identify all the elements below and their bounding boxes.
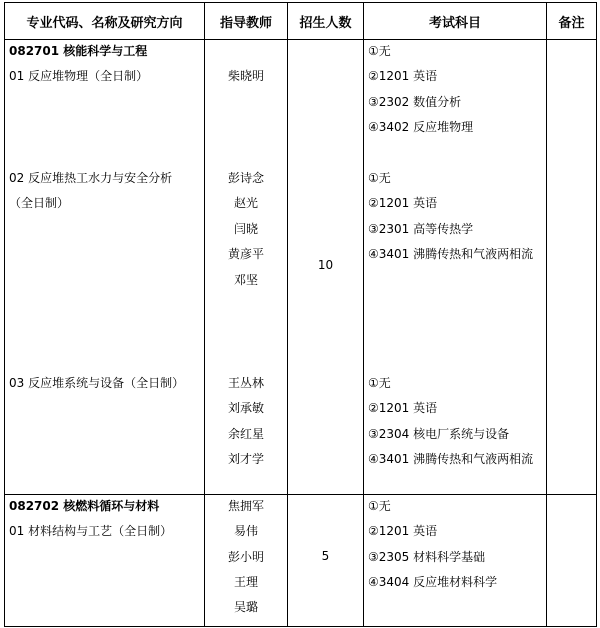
major-cell xyxy=(5,40,205,495)
exam-subject: ①无 xyxy=(368,376,391,390)
direction-name: 03 反应堆系统与设备（全日制） xyxy=(9,376,185,390)
advisor-name: 余红星 xyxy=(227,427,264,441)
exam-subject: ④3402 反应堆物理 xyxy=(368,120,474,134)
subjects-cell xyxy=(364,495,547,627)
exam-subject: ④3401 沸腾传热和气液两相流 xyxy=(368,247,534,261)
advisor-name: 邓坚 xyxy=(233,273,258,287)
advisor-name: 吴璐 xyxy=(233,600,258,614)
exam-subject: ④3404 反应堆材料科学 xyxy=(368,575,498,589)
advisor-name: 柴晓明 xyxy=(227,69,264,83)
advisor-name: 焦拥军 xyxy=(227,499,264,513)
header-advisor: 指导教师 xyxy=(205,3,288,40)
advisor-name: 彭诗念 xyxy=(227,171,264,185)
advisor-cell xyxy=(205,495,288,627)
exam-subject: ②1201 英语 xyxy=(368,196,438,210)
header-remarks: 备注 xyxy=(547,3,597,40)
direction-name: （全日制） xyxy=(9,196,70,210)
advisor-name: 易伟 xyxy=(233,524,258,538)
subjects-cell xyxy=(364,40,547,495)
advisor-name: 闫晓 xyxy=(233,222,258,236)
exam-subject: ①无 xyxy=(368,499,391,513)
major-code-name: 082702 核燃料循环与材料 xyxy=(9,499,160,513)
exam-subject: ②1201 英语 xyxy=(368,401,438,415)
advisor-name: 王丛林 xyxy=(227,376,264,390)
exam-subject: ③2301 高等传热学 xyxy=(368,222,474,236)
exam-subject: ③2302 数值分析 xyxy=(368,95,462,109)
major-cell xyxy=(5,495,205,627)
header-major: 专业代码、名称及研究方向 xyxy=(5,3,205,40)
exam-subject: ③2305 材料科学基础 xyxy=(368,550,486,564)
header-exam-subjects: 考试科目 xyxy=(364,3,547,40)
direction-name: 01 反应堆物理（全日制） xyxy=(9,69,149,83)
table-row-major-082702 xyxy=(5,495,597,627)
exam-subject: ②1201 英语 xyxy=(368,69,438,83)
advisor-name: 刘承敏 xyxy=(227,401,264,415)
enrollment-cell xyxy=(288,495,364,627)
remarks-cell xyxy=(547,40,597,495)
header-row xyxy=(5,3,597,40)
major-code-name: 082701 核能科学与工程 xyxy=(9,44,148,58)
program-table xyxy=(4,2,597,627)
advisor-cell xyxy=(205,40,288,495)
direction-name: 02 反应堆热工水力与安全分析 xyxy=(9,171,173,185)
enrollment-cell xyxy=(288,40,364,495)
remarks-cell xyxy=(547,495,597,627)
table-row-major-082701 xyxy=(5,40,597,495)
advisor-name: 刘才学 xyxy=(227,452,264,466)
exam-subject: ①无 xyxy=(368,44,391,58)
direction-name: 01 材料结构与工艺（全日制） xyxy=(9,524,173,538)
header-enrollment: 招生人数 xyxy=(288,3,364,40)
advisor-name: 王理 xyxy=(233,575,258,589)
exam-subject: ①无 xyxy=(368,171,391,185)
enrollment-count: 10 xyxy=(317,258,334,272)
enrollment-count: 5 xyxy=(321,549,330,563)
advisor-name: 黄彦平 xyxy=(227,247,264,261)
advisor-name: 赵光 xyxy=(233,196,258,210)
advisor-name: 彭小明 xyxy=(227,550,264,564)
exam-subject: ④3401 沸腾传热和气液两相流 xyxy=(368,452,534,466)
exam-subject: ③2304 核电厂系统与设备 xyxy=(368,427,510,441)
exam-subject: ②1201 英语 xyxy=(368,524,438,538)
